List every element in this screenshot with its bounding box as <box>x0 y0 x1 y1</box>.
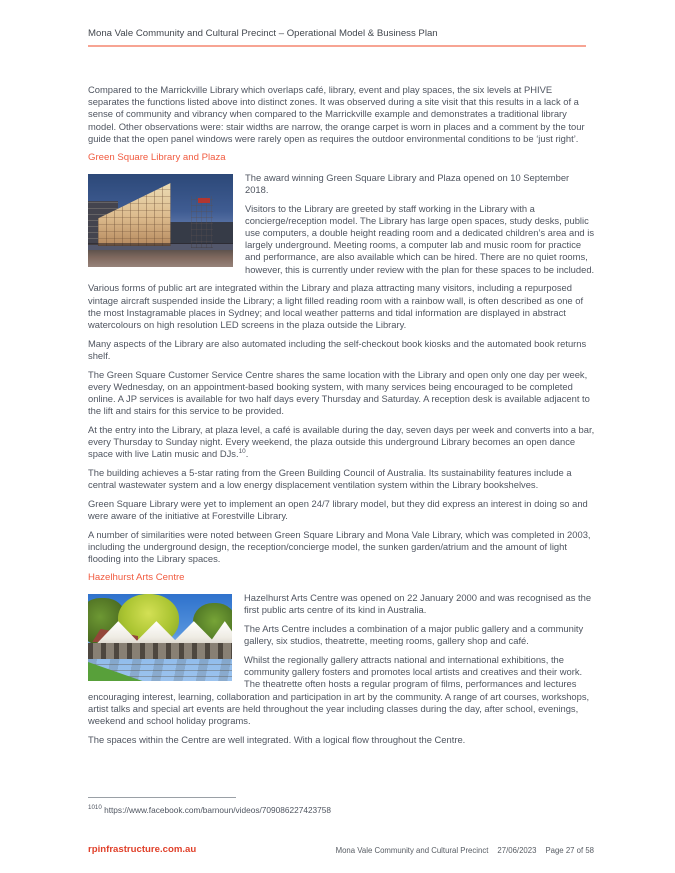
paragraph-gs-cafe <box>88 424 595 461</box>
photo-building-facade <box>88 643 232 660</box>
paragraph-text: . <box>245 448 249 460</box>
hazelhurst-arts-centre-photo <box>88 594 232 681</box>
paragraph-text: At the entry into the Library, at plaza level, a café is available during the day, seven days per week and converts into a bar, every Thursday to Sunday night. Every weekend, the plaza outside this underground Library becomes an open dance space with live Latin music and DJs. <box>88 423 595 460</box>
photo-glass-tower <box>191 196 213 248</box>
footer-website-link[interactable]: rpinfrastructure.com.au <box>88 844 197 855</box>
document-body <box>88 84 595 752</box>
footer-date: 27/06/2023 <box>497 846 537 855</box>
paragraph-gs-open-library: Green Square Library were yet to implement an open 24/7 library model, but they did express an interest in doing so and were aware of the initiative at Forestville Library. <box>88 497 588 522</box>
paragraph-gs-visitors: Visitors to the Library are greeted by staff working in the Library with a concierge/reception model. The Library has large open spaces, study desks, public use computers, a double height reading room and a dedicated children’s area and is largely underground. Meeting rooms, a computer lab and music room for practice and performance, are also available which can be hired. There are no quiet rooms, however, this is currently under review with the plan for these spaces to be included. <box>245 202 595 275</box>
footnote-block <box>88 797 595 815</box>
paragraph-hz-opening: Hazelhurst Arts Centre was opened on 22 January 2000 and was recognised as the first public arts centre of its kind in Australia. <box>244 592 592 616</box>
footer-doc-title: Mona Vale Community and Cultural Precinct <box>335 846 489 855</box>
paragraph-gs-similarities: A number of similarities were noted between Green Square Library and Mona Vale Library, which was completed in 2003, including the underground design, the reception/concierge model, the sunken garden/atrium and the amount of light flooding into the Library spaces. <box>88 528 591 565</box>
paragraph-hz-integration: The spaces within the Centre are well integrated. With a logical flow throughout the Centre. <box>88 733 466 745</box>
paragraph-gs-automation: Many aspects of the Library are also automated including the self-checkout book kiosks and the automated book returns shelf. <box>88 337 587 361</box>
footer-page-number: Page 27 of 58 <box>545 846 594 855</box>
paragraph-gs-sustainability: The building achieves a 5-star rating from the Green Building Council of Australia. Its sustainability features include a central wastewater system and a low energy displacement ventilation system within the Library bookshelves. <box>88 466 572 491</box>
footnote-line <box>88 804 595 815</box>
page-header-title: Mona Vale Community and Cultural Precinct – Operational Model & Business Plan <box>88 28 438 39</box>
section-heading-green-square: Green Square Library and Plaza <box>88 151 226 163</box>
section-heading-hazelhurst: Hazelhurst Arts Centre <box>88 571 185 583</box>
paragraph-gs-opening: The award winning Green Square Library and Plaza opened on 10 September 2018. <box>245 171 570 195</box>
footnote-url-link[interactable]: https://www.facebook.com/barnoun/videos/709086227423758 <box>104 804 332 815</box>
footer-meta <box>327 846 594 855</box>
green-square-library-photo <box>88 174 233 267</box>
paragraph-phive-comparison: Compared to the Marrickville Library which overlaps café, library, event and play spaces, the six levels at PHIVE separates the functions listed above into distinct zones. It was observed during a site visit that this results in a lack of a sense of community and vibrancy when compared to the Marrickville example and demonstrates a traditional library model. Other observations were: stair widths are narrow, the orange carpet is worn in places and a comment by the tour guide that the open panel windows were rarely open as requires the outdoor environmental conditions to be ‘just right’. <box>88 84 585 144</box>
paragraph-hz-facilities: The Arts Centre includes a combination of a major public gallery and a community gallery, six studios, theatrette, meeting rooms, gallery shop and café. <box>244 623 584 647</box>
header-rule <box>88 45 586 47</box>
paragraph-gs-public-art: Various forms of public art are integrated within the Library and plaza attracting many visitors, including a repurposed vintage aircraft suspended inside the Library; a light filled reading room with a rainbow wall, is often described as one of the most Instagramable places in Sydney; and local weather patterns and tidal information are displayed in abstract watercolours on high resolution LED screens in the plaza outside the Library. <box>88 282 584 330</box>
photo-tower-sign <box>198 198 210 204</box>
paragraph-hz-galleries: Whilst the regionally gallery attracts national and international exhibitions, the community gallery fosters and promotes local artists and creatives and their work. The theatrette often hosts a regular program of films, performances and lectures encouraging interest, learning, collaboration and participation in art by the community. A range of art courses, workshops, artist talks and special art events are held throughout the year including classes during the day, after school, evenings, weekend and school holiday programs. <box>88 653 590 726</box>
photo-plaza <box>88 250 233 267</box>
footnote-divider <box>88 797 236 798</box>
paragraph-gs-service-centre: The Green Square Customer Service Centre shares the same location with the Library and open only one day per week, every Wednesday, on an appointment-based booking system, with many services being encouraged to be completed online. A JP services is available for two half days every Thursday and Saturday. A reception desk is available adjacent to the lift and stairs for this service to be provided. <box>88 368 590 417</box>
footnote-reference-mark: 10 <box>238 448 246 456</box>
footnote-number: 1010 <box>88 804 102 811</box>
